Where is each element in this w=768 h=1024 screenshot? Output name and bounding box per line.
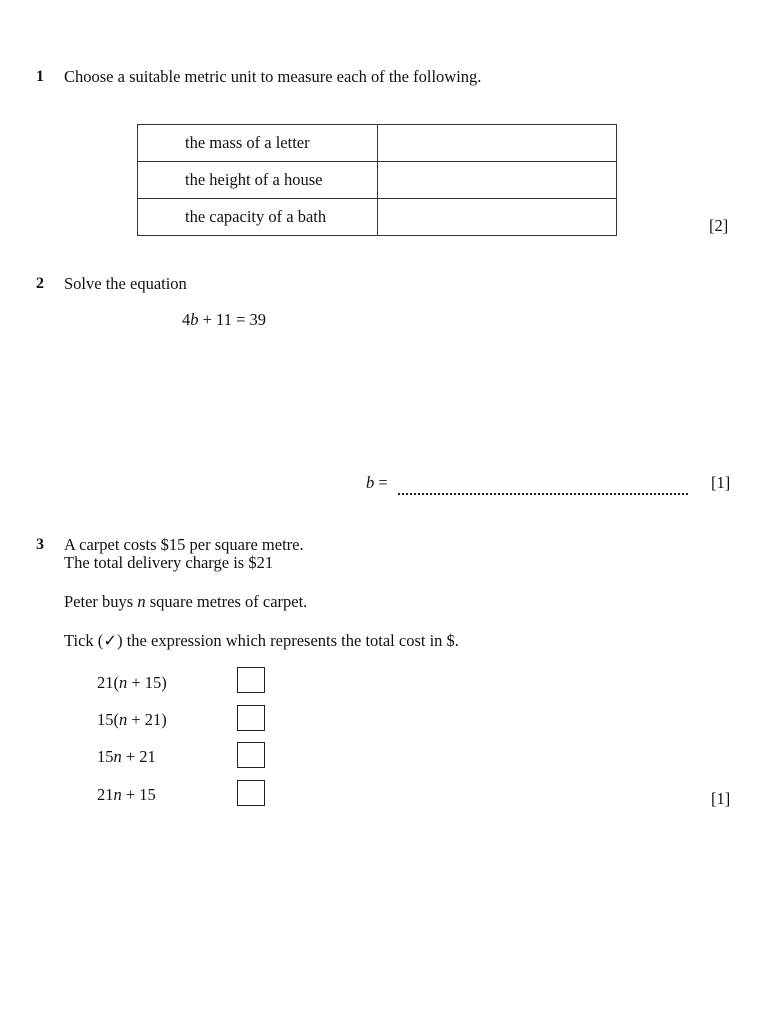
expr-part: + 15) [127, 673, 167, 692]
units-table [137, 124, 617, 236]
text-segment: square metres of carpet. [145, 592, 308, 611]
question-text-line: A carpet costs $15 per square metre. [64, 535, 304, 554]
answer-cell[interactable] [377, 162, 617, 199]
answer-variable: b [366, 473, 375, 492]
answer-cell[interactable] [377, 125, 617, 162]
question-number: 2 [36, 275, 44, 292]
marks-label: [1] [711, 789, 731, 808]
answer-line[interactable] [398, 483, 688, 495]
question-prompt: Solve the equation [64, 274, 187, 293]
tick-box[interactable] [237, 742, 265, 768]
text-segment: Peter buys [64, 592, 138, 611]
expr-variable: n [119, 673, 128, 692]
option-expression [97, 710, 167, 730]
table-cell-item: the height of a house [138, 162, 378, 199]
question-text-line [64, 592, 307, 612]
table-row [138, 125, 617, 162]
table-row [138, 199, 617, 236]
equation [182, 310, 266, 330]
question-instruction: Tick (✓) the expression which represents the total cost in $. [64, 631, 459, 650]
expr-part: + 21) [127, 710, 167, 729]
tick-box[interactable] [237, 780, 265, 806]
equation-coefficient: 4 [182, 310, 191, 329]
equation-rest: + 11 = 39 [198, 310, 266, 329]
equation-variable: b [190, 310, 199, 329]
option-expression [97, 673, 167, 693]
expr-part: + 15 [121, 785, 156, 804]
question-number: 1 [36, 68, 44, 85]
marks-label: [1] [711, 473, 731, 492]
answer-equals: = [374, 473, 388, 492]
expr-variable: n [113, 785, 122, 804]
tick-box[interactable] [237, 667, 265, 693]
question-text-line: The total delivery charge is $21 [64, 553, 274, 572]
question-number: 3 [36, 536, 44, 553]
option-expression [97, 785, 156, 805]
table-cell-item: the mass of a letter [138, 125, 378, 162]
expr-part: 21( [97, 673, 119, 692]
option-expression [97, 747, 156, 767]
question-prompt: Choose a suitable metric unit to measure each of the following. [64, 67, 482, 86]
answer-cell[interactable] [377, 199, 617, 236]
expr-part: + 21 [121, 747, 156, 766]
expr-part: 21 [97, 785, 114, 804]
expr-variable: n [119, 710, 128, 729]
table-cell-item: the capacity of a bath [138, 199, 378, 236]
text-variable: n [137, 592, 146, 611]
expr-variable: n [113, 747, 122, 766]
answer-label [366, 473, 388, 493]
table-row [138, 162, 617, 199]
tick-box[interactable] [237, 705, 265, 731]
marks-label: [2] [709, 216, 729, 235]
expr-part: 15 [97, 747, 114, 766]
expr-part: 15( [97, 710, 119, 729]
